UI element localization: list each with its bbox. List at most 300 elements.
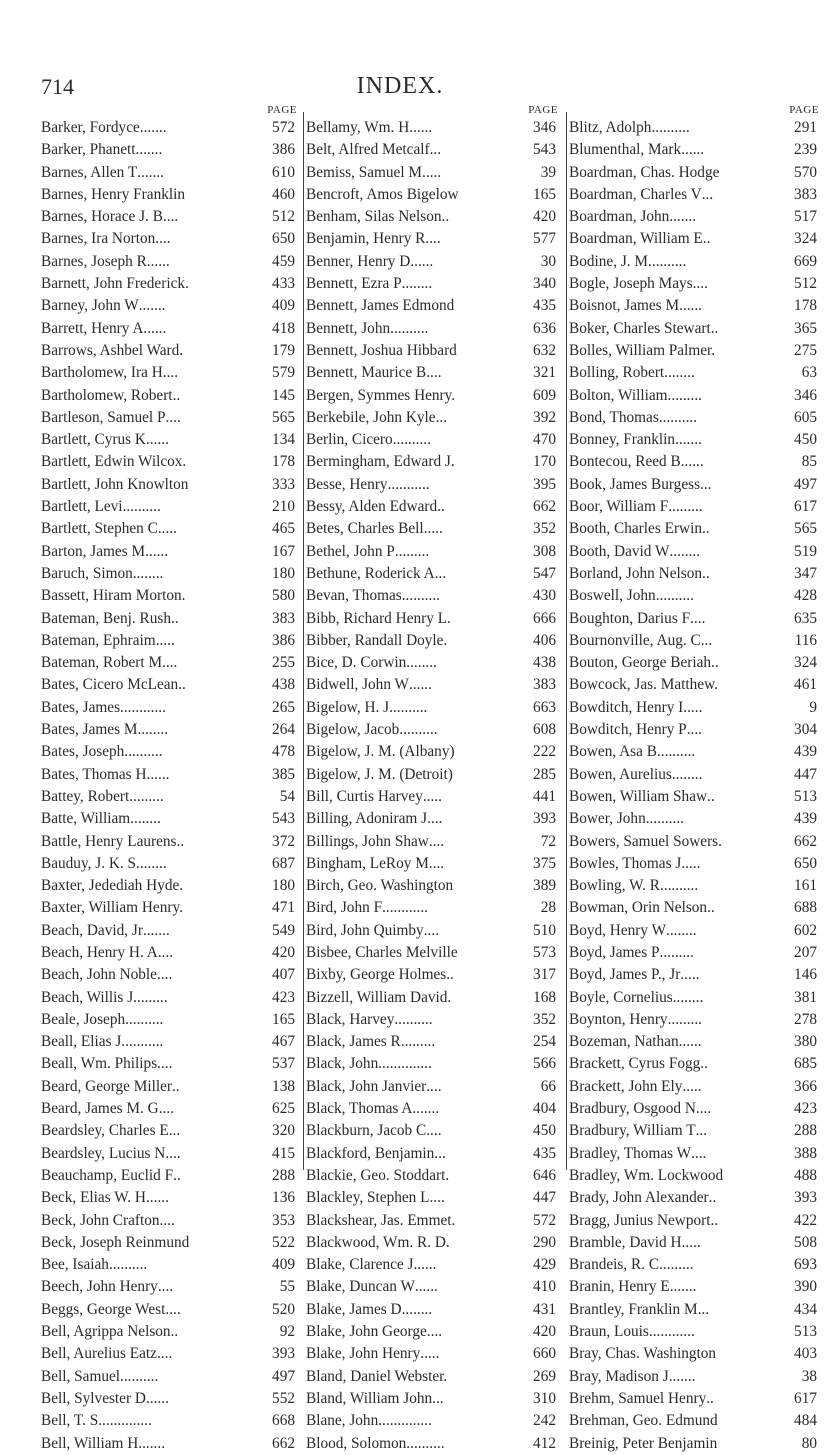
- index-entry: [569, 875, 825, 897]
- entry-leader-dots: ..: [172, 386, 181, 404]
- entry-page-number: 288: [272, 1166, 295, 1184]
- entry-name: Boardman, Chas. Hodge: [569, 163, 720, 181]
- entry-page-number: 30: [540, 252, 556, 270]
- entry-name: Beale, Joseph: [41, 1010, 126, 1028]
- entry-page-number: 39: [540, 163, 556, 181]
- entry-leader-dots: ...: [695, 1122, 708, 1140]
- entry-page-number: 420: [533, 1323, 556, 1341]
- entry-name: Bartlett, Stephen C: [41, 520, 158, 538]
- entry-name: Bartlett, Levi: [41, 498, 123, 516]
- entry-name: Bibb, Richard Henry L.: [306, 609, 451, 627]
- index-entry: [569, 652, 825, 674]
- entry-page-number: 461: [794, 676, 817, 694]
- entry-leader-dots: .........: [667, 386, 702, 404]
- entry-page-number: 178: [794, 297, 817, 315]
- entry-leader-dots: ........: [666, 921, 697, 939]
- entry-name: Bartleson, Samuel P: [41, 408, 166, 426]
- entry-page-number: 662: [533, 498, 556, 516]
- entry-page-number: 85: [801, 453, 817, 471]
- entry-name: Blake, Duncan W: [306, 1278, 415, 1296]
- entry-page-number: 317: [533, 966, 556, 984]
- index-entry: [569, 162, 825, 184]
- entry-name: Bolton, William: [569, 386, 668, 404]
- entry-leader-dots: [454, 295, 531, 317]
- entry-page-number: 310: [533, 1389, 556, 1407]
- entry-page-number: 388: [794, 1144, 817, 1162]
- entry-name: Bates, Cicero McLean: [41, 676, 179, 694]
- entry-page-number: 66: [540, 1077, 556, 1095]
- entry-page-number: 145: [272, 386, 295, 404]
- entry-leader-dots: ..........: [401, 587, 440, 605]
- entry-leader-dots: [451, 608, 531, 630]
- entry-leader-dots: ......: [414, 1278, 438, 1296]
- entry-leader-dots: ....: [423, 921, 440, 939]
- entry-name: Bellamy, Wm. H: [306, 119, 410, 136]
- entry-leader-dots: .......: [669, 208, 697, 226]
- index-entry: [41, 451, 303, 473]
- entry-page-number: 423: [794, 1100, 817, 1118]
- entry-name: Beggs, George West: [41, 1300, 166, 1318]
- entry-name: Boyd, James P., Jr: [569, 966, 681, 984]
- entry-leader-dots: [447, 1366, 531, 1388]
- entry-name: Bateman, Ephraim: [41, 631, 156, 649]
- entry-name: Beech, John Henry: [41, 1278, 158, 1296]
- entry-leader-dots: ......: [146, 252, 170, 270]
- entry-leader-dots: ....: [426, 364, 442, 382]
- entry-page-number: 38: [801, 1367, 817, 1385]
- entry-leader-dots: ..: [710, 1211, 719, 1229]
- entry-page-number: 608: [533, 721, 556, 739]
- entry-leader-dots: ..........: [390, 319, 429, 337]
- index-entry: [306, 964, 564, 986]
- entry-leader-dots: ..: [711, 654, 719, 672]
- entry-leader-dots: [458, 942, 531, 964]
- entry-leader-dots: [186, 451, 270, 473]
- index-entry: [569, 273, 825, 295]
- entry-page-number: 685: [794, 1055, 817, 1073]
- entry-name: Barton, James M: [41, 542, 146, 560]
- entry-name: Bigelow, J. M. (Detroit): [306, 765, 453, 783]
- index-entry: [569, 853, 825, 875]
- entry-leader-dots: .........: [668, 498, 703, 516]
- entry-name: Bigelow, J. M. (Albany): [306, 743, 455, 761]
- index-entry: [569, 451, 825, 473]
- entry-leader-dots: ..: [707, 787, 715, 805]
- entry-name: Bethel, John P: [306, 542, 395, 560]
- entry-leader-dots: .....: [681, 1233, 701, 1251]
- entry-leader-dots: .: [440, 498, 445, 516]
- index-entry: [41, 741, 303, 763]
- entry-page-number: 660: [533, 1345, 556, 1363]
- entry-leader-dots: ........: [671, 765, 703, 783]
- entry-name: Bennett, Joshua Hibbard: [306, 341, 457, 359]
- index-entry: [569, 897, 825, 919]
- index-entry: [41, 162, 303, 184]
- entry-leader-dots: ........: [664, 364, 695, 382]
- entry-name: Barker, Fordyce: [41, 119, 140, 136]
- entry-leader-dots: ....: [695, 1100, 712, 1118]
- index-entry: [41, 808, 303, 830]
- entry-page-number: 441: [533, 787, 556, 805]
- entry-name: Benner, Henry D: [306, 252, 411, 270]
- index-entry: [569, 719, 825, 741]
- entry-name: Boker, Charles Stewart: [569, 319, 711, 337]
- index-entry: [41, 764, 303, 786]
- entry-leader-dots: [455, 1210, 531, 1232]
- entry-page-number: 488: [794, 1166, 817, 1184]
- index-entry: [306, 1210, 564, 1232]
- entry-page-number: 412: [533, 1434, 556, 1452]
- entry-page-number: 168: [533, 988, 556, 1006]
- entry-name: Billing, Adoniram J: [306, 810, 428, 828]
- entry-name: Barnes, Horace J. B: [41, 208, 163, 226]
- entry-name: Bassett, Hiram Morton: [41, 587, 182, 605]
- entry-name: Bartlett, John Knowlton: [41, 475, 189, 493]
- entry-page-number: 385: [272, 765, 295, 783]
- entry-name: Blitz, Adolph: [569, 119, 652, 136]
- index-entry: [306, 1254, 564, 1276]
- entry-leader-dots: ........: [130, 810, 161, 828]
- entry-name: Beard, George Miller: [41, 1077, 172, 1095]
- entry-leader-dots: ...: [700, 475, 712, 493]
- index-entry: [41, 1187, 303, 1209]
- entry-name: Belt, Alfred Metcalf: [306, 141, 430, 159]
- entry-leader-dots: .........: [133, 988, 168, 1006]
- entry-page-number: 420: [533, 208, 556, 226]
- index-entry: [306, 920, 564, 942]
- entry-leader-dots: ............: [648, 1323, 695, 1341]
- index-entry: [306, 251, 564, 273]
- entry-leader-dots: .........: [129, 787, 164, 805]
- entry-leader-dots: [719, 162, 792, 184]
- entry-page-number: 415: [272, 1144, 295, 1162]
- index-entry: [41, 340, 303, 362]
- entry-leader-dots: .......: [668, 1367, 696, 1385]
- index-entry: [41, 1321, 303, 1343]
- index-entry: [41, 1143, 303, 1165]
- index-entry: [41, 251, 303, 273]
- entry-leader-dots: ........: [401, 1300, 433, 1318]
- entry-name: Bouton, George Beriah: [569, 654, 712, 672]
- entry-page-number: 365: [794, 319, 817, 337]
- entry-page-number: 650: [272, 230, 295, 248]
- entry-leader-dots: .........: [659, 943, 694, 961]
- index-entry: [569, 697, 825, 719]
- index-entry: [569, 496, 825, 518]
- entry-leader-dots: .........: [659, 1256, 694, 1274]
- entry-leader-dots: .....: [680, 966, 700, 984]
- entry-page-number: 406: [533, 631, 556, 649]
- entry-page-number: 380: [794, 1033, 817, 1051]
- entry-name: Brehman, Geo. Edmund: [569, 1412, 718, 1430]
- entry-name: Brady, John Alexander: [569, 1189, 709, 1207]
- entry-page-number: 222: [533, 743, 556, 761]
- index-entry: [41, 1232, 303, 1254]
- entry-name: Barnett, John Frederick.: [41, 275, 189, 293]
- entry-leader-dots: ......: [145, 1189, 169, 1207]
- index-entry: [569, 964, 825, 986]
- entry-name: Beck, Elias W. H: [41, 1189, 146, 1207]
- entry-page-number: 275: [794, 341, 817, 359]
- entry-leader-dots: [715, 340, 792, 362]
- index-column-1: [41, 104, 303, 1455]
- entry-name: Baxter, William Henry.: [41, 899, 183, 917]
- entry-name: Boyd, Henry W: [569, 921, 667, 939]
- entry-name: Brackett, John Ely: [569, 1077, 683, 1095]
- entry-page-number: 116: [794, 631, 817, 649]
- entry-name: Boynton, Henry: [569, 1010, 668, 1028]
- index-entry: [306, 1031, 564, 1053]
- entry-page-number: 435: [533, 1144, 556, 1162]
- entry-name: Bournonville, Aug. C: [569, 631, 701, 649]
- entry-leader-dots: ..: [702, 564, 710, 582]
- entry-page-number: 389: [533, 877, 556, 895]
- entry-page-number: 513: [794, 787, 817, 805]
- entry-page-number: 663: [533, 698, 556, 716]
- entry-page-number: 418: [272, 319, 295, 337]
- entry-page-number: 549: [272, 921, 295, 939]
- entry-page-number: 465: [272, 520, 295, 538]
- entry-page-number: 439: [794, 810, 817, 828]
- entry-leader-dots: [455, 385, 531, 407]
- entry-page-number: 269: [533, 1367, 556, 1385]
- entry-page-number: 650: [794, 854, 817, 872]
- index-entry: [306, 674, 564, 696]
- index-entry: [41, 942, 303, 964]
- index-entry: [306, 407, 564, 429]
- index-entry: [41, 1343, 303, 1365]
- entry-name: Billings, John Shaw: [306, 832, 429, 850]
- entry-leader-dots: ......: [410, 252, 434, 270]
- entry-leader-dots: ....: [692, 275, 708, 293]
- index-entry: [41, 117, 303, 139]
- entry-name: Bell, T. S: [41, 1412, 99, 1430]
- index-entry: [569, 1053, 825, 1075]
- column-divider: [566, 112, 567, 1170]
- entry-page-number: 170: [533, 453, 556, 471]
- index-entry: [41, 1076, 303, 1098]
- entry-page-number: 625: [272, 1100, 295, 1118]
- index-entry: [569, 1433, 825, 1455]
- entry-leader-dots: ..........: [659, 877, 699, 895]
- entry-page-number: 264: [272, 721, 295, 739]
- entry-page-number: 478: [272, 743, 295, 761]
- entry-page-number: 207: [794, 943, 817, 961]
- entry-name: Beach, John Noble: [41, 966, 157, 984]
- entry-page-number: 422: [794, 1211, 817, 1229]
- index-entry: [306, 1276, 564, 1298]
- entry-name: Bower, John: [569, 810, 646, 828]
- entry-page-number: 470: [533, 431, 556, 449]
- entry-leader-dots: ...: [429, 141, 442, 159]
- entry-page-number: 572: [533, 1211, 556, 1229]
- entry-leader-dots: .........: [394, 542, 430, 560]
- entry-page-number: 430: [533, 587, 556, 605]
- entry-name: Bell, Aurelius Eatz: [41, 1345, 157, 1363]
- entry-page-number: 146: [794, 966, 817, 984]
- index-entry: [306, 1076, 564, 1098]
- index-entry: [569, 1343, 825, 1365]
- index-entry: [306, 585, 564, 607]
- entry-name: Barnes, Allen T: [41, 163, 138, 181]
- entry-leader-dots: ....: [691, 1144, 707, 1162]
- entry-leader-dots: [447, 630, 531, 652]
- entry-name: Bencroft, Amos Bigelow: [306, 185, 459, 203]
- entry-page-number: 662: [794, 832, 817, 850]
- entry-page-number: 435: [533, 297, 556, 315]
- entry-page-number: 138: [272, 1077, 295, 1095]
- entry-page-number: 180: [272, 877, 295, 895]
- entry-leader-dots: ..: [707, 899, 715, 917]
- entry-name: Barnes, Joseph R: [41, 252, 147, 270]
- index-entry: [569, 184, 825, 206]
- entry-page-number: 693: [794, 1256, 817, 1274]
- entry-name: Bowditch, Henry I: [569, 698, 684, 716]
- entry-page-number: 668: [272, 1412, 295, 1430]
- index-entry: [569, 608, 825, 630]
- entry-name: Bell, Agrippa Nelson: [41, 1323, 171, 1341]
- entry-leader-dots: ...: [434, 1144, 446, 1162]
- entry-leader-dots: .......: [669, 1278, 697, 1296]
- entry-page-number: 63: [801, 364, 817, 382]
- entry-page-number: 324: [794, 654, 817, 672]
- entry-leader-dots: ...: [701, 185, 714, 203]
- entry-name: Beach, David, Jr: [41, 921, 143, 939]
- entry-name: Beach, Willis J: [41, 988, 134, 1006]
- entry-page-number: 447: [533, 1189, 556, 1207]
- index-entry: [569, 228, 825, 250]
- entry-name: Bowman, Orin Nelson: [569, 899, 708, 917]
- entry-page-number: 566: [533, 1055, 556, 1073]
- entry-page-number: 497: [272, 1367, 295, 1385]
- entry-leader-dots: ..........: [655, 587, 694, 605]
- entry-name: Black, Thomas A: [306, 1100, 413, 1118]
- index-entry: [41, 630, 303, 652]
- entry-leader-dots: .: [450, 966, 454, 984]
- entry-name: Beck, John Crafton: [41, 1211, 160, 1229]
- index-entry: [306, 875, 564, 897]
- index-entry: [41, 719, 303, 741]
- entry-page-number: 662: [272, 1434, 295, 1452]
- entry-leader-dots: ....: [162, 364, 179, 382]
- entry-leader-dots: .....: [157, 520, 177, 538]
- index-entry: [41, 1120, 303, 1142]
- entry-page-number: 179: [272, 341, 295, 359]
- entry-page-number: 395: [533, 475, 556, 493]
- entry-page-number: 517: [794, 208, 817, 226]
- entry-page-number: 28: [540, 899, 556, 917]
- index-entry: [306, 1343, 564, 1365]
- entry-name: Bizzell, William David.: [306, 988, 452, 1006]
- entry-name: Bell, William H: [41, 1434, 139, 1452]
- entry-leader-dots: .......: [412, 1100, 440, 1118]
- entry-leader-dots: ...: [700, 631, 713, 649]
- index-entry: [306, 518, 564, 540]
- entry-name: Blackshear, Jas. Emmet.: [306, 1211, 456, 1229]
- index-entry: [569, 429, 825, 451]
- entry-name: Birch, Geo. Washington: [306, 877, 454, 895]
- entry-page-number: 543: [533, 141, 556, 159]
- entry-name: Bixby, George Holmes.: [306, 966, 451, 984]
- entry-leader-dots: ....: [155, 230, 171, 248]
- entry-leader-dots: ....: [165, 408, 181, 426]
- entry-name: Bogle, Joseph Mays: [569, 275, 693, 293]
- entry-leader-dots: ..........: [656, 743, 696, 761]
- index-entry: [569, 541, 825, 563]
- index-entry: [569, 1165, 825, 1187]
- entry-name: Barrows, Ashbel Ward: [41, 341, 180, 359]
- entry-name: Barnes, Ira Norton: [41, 230, 156, 248]
- entry-page-number: 290: [533, 1233, 556, 1251]
- entry-name: Bland, William John: [306, 1389, 433, 1407]
- entry-name: Bartholomew, Robert: [41, 386, 173, 404]
- index-entry: [306, 162, 564, 184]
- entry-page-number: 409: [272, 1256, 295, 1274]
- entry-name: Boardman, William E: [569, 230, 703, 248]
- index-entry: [306, 942, 564, 964]
- entry-leader-dots: .......: [142, 921, 170, 939]
- entry-leader-dots: [455, 451, 531, 473]
- index-entry: [569, 1120, 825, 1142]
- entry-page-number: 278: [794, 1010, 817, 1028]
- index-entry: [569, 630, 825, 652]
- index-entry: [41, 674, 303, 696]
- entry-page-number: 471: [272, 899, 295, 917]
- entry-name: Bennett, James Edmond: [306, 297, 455, 315]
- entry-page-number: 632: [533, 341, 556, 359]
- entry-name: Bowling, W. R: [569, 877, 660, 895]
- entry-leader-dots: [183, 875, 270, 897]
- entry-page-number: 180: [272, 564, 295, 582]
- index-entry: [306, 987, 564, 1009]
- entry-leader-dots: ........: [136, 854, 167, 872]
- entry-leader-dots: ..: [178, 676, 186, 694]
- entry-page-number: 522: [272, 1233, 295, 1251]
- entry-name: Blake, James D: [306, 1300, 402, 1318]
- entry-name: Boisnot, James M: [569, 297, 680, 315]
- entry-leader-dots: .......: [675, 431, 702, 449]
- entry-leader-dots: ......: [145, 1389, 169, 1407]
- index-entry: [306, 1187, 564, 1209]
- index-entry: [41, 273, 303, 295]
- index-entry: [306, 139, 564, 161]
- entry-name: Blackford, Benjamin: [306, 1144, 435, 1162]
- entry-name: Bartlett, Edwin Wilcox.: [41, 453, 187, 471]
- entry-leader-dots: ..........: [108, 1256, 148, 1274]
- entry-page-number: 519: [794, 542, 817, 560]
- entry-leader-dots: ..: [702, 230, 711, 248]
- index-entry: [306, 228, 564, 250]
- entry-name: Bessy, Alden Edward.: [306, 498, 441, 516]
- index-entry: [41, 563, 303, 585]
- entry-leader-dots: ......: [413, 1256, 437, 1274]
- entry-name: Bibber, Randall Doyle.: [306, 631, 448, 649]
- index-entry: [569, 1187, 825, 1209]
- index-entry: [41, 1276, 303, 1298]
- entry-name: Berkebile, John Kyle: [306, 408, 436, 426]
- entry-leader-dots: .....: [422, 163, 442, 181]
- index-entry: [306, 1120, 564, 1142]
- entry-page-number: 255: [272, 654, 295, 672]
- entry-leader-dots: ......: [143, 319, 167, 337]
- entry-leader-dots: [183, 897, 270, 919]
- entry-leader-dots: ..: [171, 609, 179, 627]
- entry-leader-dots: ....: [427, 810, 443, 828]
- entry-page-number: 254: [533, 1033, 556, 1051]
- entry-name: Bolles, William Palmer.: [569, 341, 716, 359]
- index-entry: [569, 920, 825, 942]
- entry-page-number: 178: [272, 453, 295, 471]
